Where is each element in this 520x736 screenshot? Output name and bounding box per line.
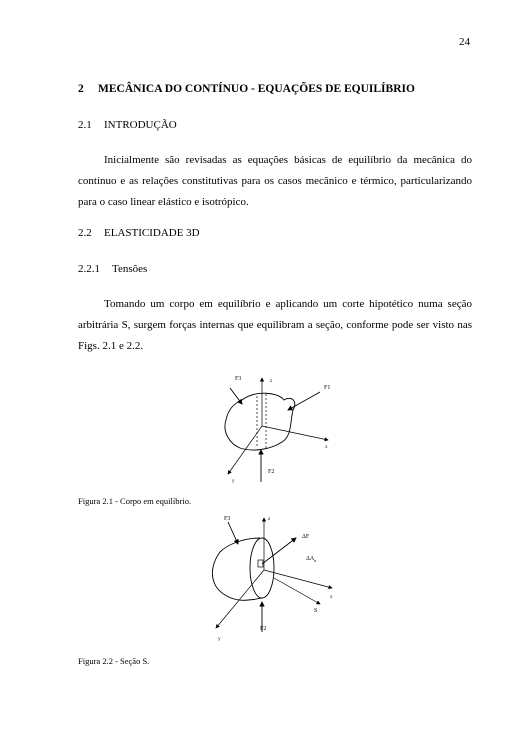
label-f3: F3 [224,516,231,522]
subsection-heading-stress [78,263,147,275]
x-axis [264,570,332,588]
label-delta-a [306,556,316,563]
normal-s-arrow [274,578,320,604]
force-f3-arrow [228,522,238,544]
label-x: x [325,445,328,450]
figure-section-s [196,508,356,648]
page-number: 24 [459,36,470,48]
section-number: 2.2 [78,227,92,239]
label-f2: F2 [260,626,267,632]
force-f1-arrow [288,392,320,410]
stress-paragraph-block [78,294,472,357]
chapter-number: 2 [78,83,84,95]
subsection-title: Tensões [112,263,148,275]
section-face [250,538,274,598]
figure-body-equilibrium [200,370,350,488]
section-number: 2.1 [78,119,92,131]
label-x: x [330,595,333,600]
label-delta-a-main: ΔA [306,556,315,562]
label-f1: F1 [324,385,331,391]
chapter-heading [78,83,415,95]
delta-f-arrow [262,538,296,564]
label-y: y [232,479,235,484]
label-s: S [314,608,318,614]
section-title: ELASTICIDADE 3D [104,227,200,239]
x-axis [262,426,328,440]
intro-paragraph-block [78,150,472,213]
body-outline [225,393,295,450]
label-f2: F2 [268,469,275,475]
label-z: z [268,517,271,522]
section-heading-elasticity [78,227,200,239]
label-delta-f: ΔF [302,534,310,540]
label-delta-a-sub: n [314,558,317,563]
figure1-caption: Figura 2.1 - Corpo em equilíbrio. [78,496,192,506]
section-title: INTRODUÇÃO [104,119,177,131]
intro-paragraph: Inicialmente são revisadas as equações básicas de equilíbrio da mecânica do contínuo e as relações constitutivas para os casos mecânico e térmico, particularizando para o caso linear elástico e isotrópico. [78,154,472,208]
chapter-title: MECÂNICA DO CONTÍNUO - EQUAÇÕES DE EQUILÍBRIO [98,83,415,95]
force-f3-arrow [230,388,242,404]
section-heading-intro [78,119,177,131]
figure2-caption: Figura 2.2 - Seção S. [78,656,150,666]
subsection-number: 2.2.1 [78,263,100,275]
label-f3: F3 [235,376,242,382]
label-y: y [218,637,221,642]
label-z: z [270,379,273,384]
stress-paragraph: Tomando um corpo em equilíbrio e aplicando um corte hipotético numa seção arbitrária S, surgem forças internas que equilibram a seção, conforme pode ser visto nas Figs. 2.1 e 2.2. [78,298,472,352]
